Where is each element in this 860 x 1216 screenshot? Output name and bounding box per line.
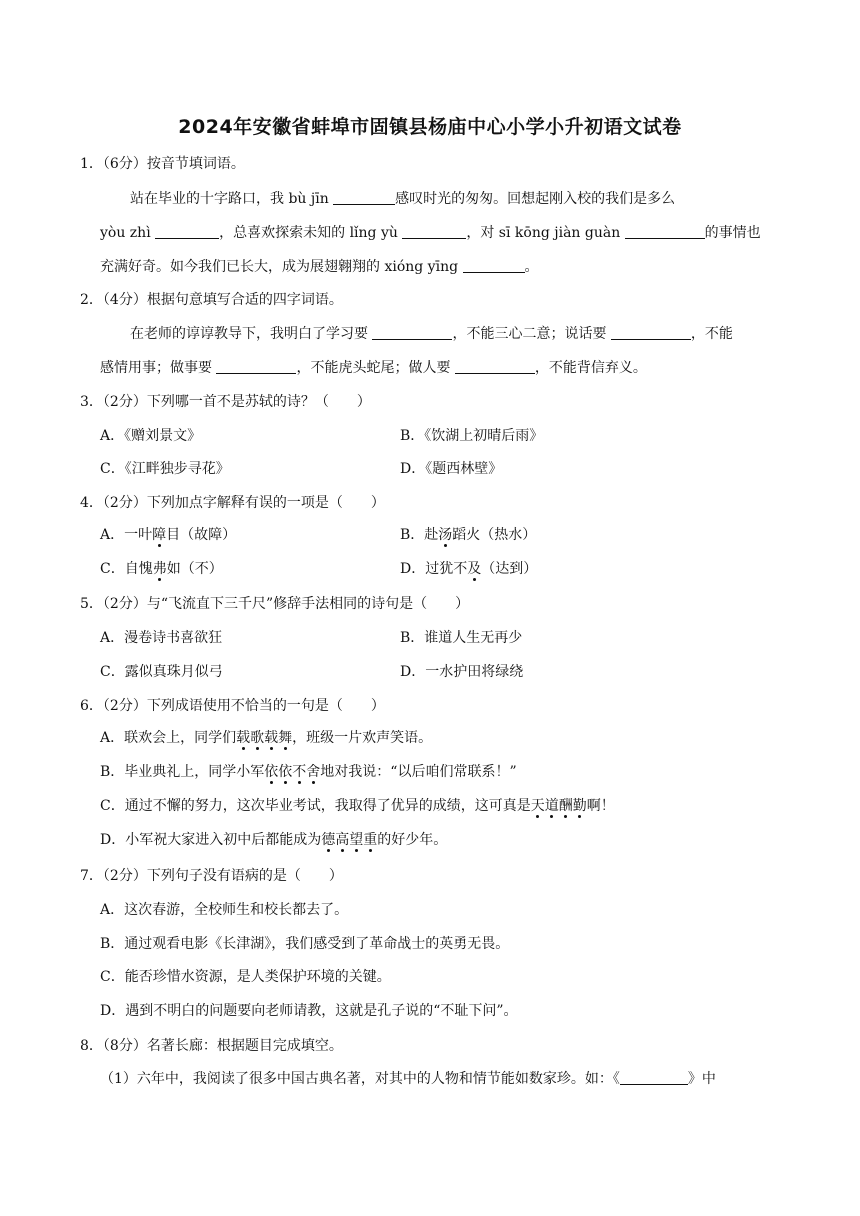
q1-heading: 1．（6分）按音节填词语。 [80,156,245,172]
q4-option-b[interactable] [400,525,536,545]
dotted-char: 道 [544,798,559,814]
q2-blank-2[interactable] [611,325,691,340]
dotted-char: 歌 [250,730,265,746]
q1-blank-3[interactable] [402,224,466,239]
q4-option-a[interactable] [100,525,236,545]
q5-option-a[interactable]: A．漫卷诗书喜欲狂 [100,630,223,646]
q6-option-b[interactable] [100,762,517,782]
q6-heading: 6．（2分）下列成语使用不恰当的一句是（ ） [80,698,385,714]
q4-b-text-1: B．赴 [400,527,439,543]
page-title: 2024年安徽省蚌埠市固镇县杨庙中心小学小升初语文试卷 [178,116,682,138]
q4-b-text-2: 蹈火（热水） [452,527,537,543]
dotted-char: 依 [264,764,279,780]
dotted-char: 载 [264,730,279,746]
dotted-char: 载 [236,730,251,746]
q1-line-3 [100,257,539,277]
q6-b-text-2: 地对我说：“以后咱们常联系！” [320,764,517,780]
q8-line-1 [100,1069,716,1089]
q2-text-1c: ，不能 [690,326,733,342]
q4-d-dotted-char: 及 [467,561,482,577]
q2-blank-3[interactable] [216,359,296,374]
dotted-char: 天 [530,798,545,814]
q1-blank-2[interactable] [155,224,219,239]
q2-text-2b: ，不能虎头蛇尾；做人要 [296,360,455,376]
q7-option-c[interactable]: C．能否珍惜水资源，是人类保护环境的关键。 [100,969,391,985]
q6-b-idiom [264,764,320,780]
q1-text-2b: ，总喜欢探索未知的 lǐng yù [219,225,403,241]
q6-option-a[interactable] [100,728,432,748]
q1-blank-5[interactable] [463,258,525,273]
q4-option-c[interactable] [100,559,223,579]
q2-blank-1[interactable] [372,325,452,340]
q7-option-d[interactable]: D．遇到不明白的问题要向老师请教，这就是孔子说的“不耻下问”。 [100,1003,518,1019]
q2-text-2a: 感情用事；做事要 [100,360,217,376]
q2-heading: 2．（4分）根据句意填写合适的四字词语。 [80,292,343,308]
q2-line-1 [130,324,733,344]
q1-text-2a: yòu zhì [100,225,156,241]
q2-text-1a: 在老师的谆谆教导下，我明白了学习要 [130,326,373,342]
q1-text-2c: ，对 sī kōng jiàn guàn [466,225,625,241]
q7-heading: 7．（2分）下列句子没有语病的是（ ） [80,868,343,884]
q1-blank-1[interactable] [333,190,395,205]
q1-text-2d: 的事情也 [704,225,761,241]
q4-a-text-2: 目（故障） [166,527,237,543]
q7-option-b[interactable]: B．通过观看电影《长津湖》，我们感受到了革命战士的英勇无畏。 [100,936,510,952]
q6-a-text-1: A．联欢会上，同学们 [100,730,237,746]
dotted-char: 舍 [306,764,321,780]
q4-option-d[interactable] [400,559,537,579]
q5-option-d[interactable]: D．一水护田将绿绕 [400,664,524,680]
q6-a-text-2: ，班级一片欢声笑语。 [292,730,433,746]
q4-c-text-2: 如（不） [166,561,223,577]
q2-text-1b: ，不能三心二意；说话要 [452,326,611,342]
q4-c-dotted-char: 弗 [152,561,167,577]
dotted-char: 重 [363,832,378,848]
q1-text-3b: 。 [524,259,539,275]
q6-c-text-2: 啊！ [586,798,615,814]
q1-line-1 [130,189,675,209]
q1-text-1a: 站在毕业的十字路口，我 bù jīn [130,191,334,207]
q5-heading: 5．（2分）与“飞流直下三千尺”修辞手法相同的诗句是（ ） [80,596,470,612]
q1-text-3a: 充满好奇。如今我们已长大，成为展翅翱翔的 xióng yīng [100,259,463,275]
q3-heading: 3．（2分）下列哪一首不是苏轼的诗？（ ） [80,394,371,410]
q1-blank-4[interactable] [625,224,705,239]
q4-d-text-2: （达到） [481,561,538,577]
q6-d-text-2: 的好少年。 [377,832,448,848]
q2-blank-4[interactable] [455,359,535,374]
dotted-char: 舞 [278,730,293,746]
dotted-char: 高 [335,832,350,848]
q1-text-1b: 感叹时光的匆匆。回想起刚入校的我们是多么 [395,191,676,207]
q3-option-b[interactable]: B．《饮湖上初晴后雨》 [400,428,544,444]
q8-blank-1[interactable] [620,1070,688,1085]
q4-a-text-1: A．一叶 [100,527,153,543]
dotted-char: 勤 [572,798,587,814]
q6-b-text-1: B．毕业典礼上，同学小军 [100,764,265,780]
dotted-char: 依 [278,764,293,780]
q4-b-dotted-char: 汤 [438,527,453,543]
q3-option-a[interactable]: A．《赠刘景文》 [100,428,202,444]
q8-heading: 8．（8分）名著长廊：根据题目完成填空。 [80,1038,343,1054]
q1-line-2 [100,223,761,243]
q6-option-c[interactable] [100,796,615,816]
q8-text-1a: （1）六年中，我阅读了很多中国古典名著，对其中的人物和情节能如数家珍。如：《 [100,1071,620,1087]
dotted-char: 望 [349,832,364,848]
q3-option-c[interactable]: C．《江畔独步寻花》 [100,461,230,477]
q6-c-text-1: C．通过不懈的努力，这次毕业考试，我取得了优异的成绩，这可真是 [100,798,531,814]
q2-line-2 [100,358,647,378]
q4-d-text-1: D．过犹不 [400,561,468,577]
q4-a-dotted-char: 障 [152,527,167,543]
dotted-char: 酬 [558,798,573,814]
q3-option-d[interactable]: D．《题西林壁》 [400,461,503,477]
q6-a-idiom [236,730,292,746]
q4-c-text-1: C．自愧 [100,561,153,577]
dotted-char: 德 [321,832,336,848]
q8-text-1b: 》中 [687,1071,716,1087]
q6-d-idiom [321,832,377,848]
q7-option-a[interactable]: A．这次春游，全校师生和校长都去了。 [100,902,349,918]
dotted-char: 不 [292,764,307,780]
q5-option-c[interactable]: C．露似真珠月似弓 [100,664,223,680]
q6-c-idiom [531,798,587,814]
q5-option-b[interactable]: B．谁道人生无再少 [400,630,523,646]
q4-heading: 4．（2分）下列加点字解释有误的一项是（ ） [80,495,385,511]
q6-d-text-1: D．小军祝大家进入初中后都能成为 [100,832,322,848]
q6-option-d[interactable] [100,830,447,850]
q2-text-2c: ，不能背信弃义。 [534,360,647,376]
